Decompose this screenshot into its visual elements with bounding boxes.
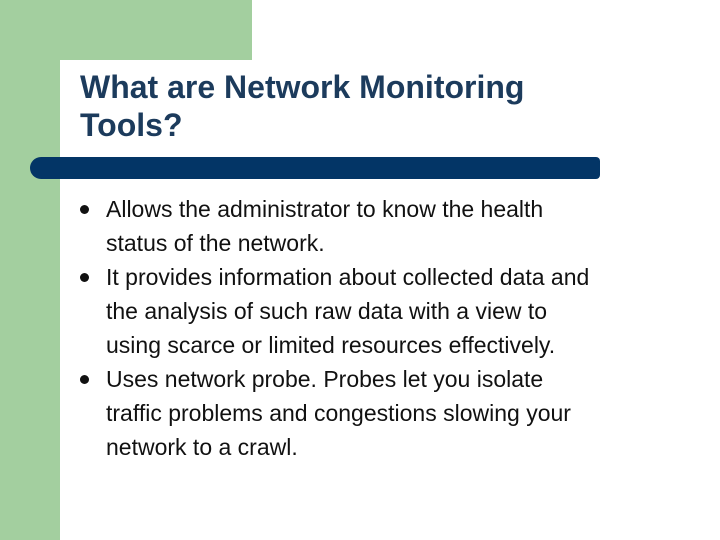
bullet-text: Uses network probe. Probes let you isolate traffic problems and congestions slowing your network to a crawl.	[106, 366, 571, 460]
list-item	[80, 260, 700, 362]
green-side-band	[0, 0, 60, 540]
bullet-list	[80, 192, 700, 464]
bullet-dot-icon	[80, 273, 89, 282]
bullet-text: Allows the administrator to know the health status of the network.	[106, 196, 544, 256]
bullet-dot-icon	[80, 375, 89, 384]
title-underline-bar	[60, 157, 600, 179]
list-item	[80, 192, 700, 260]
list-item	[80, 362, 700, 464]
slide-title: What are Network Monitoring Tools?	[80, 69, 525, 143]
bullet-text: It provides information about collected data and the analysis of such raw data with a view to using scarce or limited resources effectively.	[106, 264, 590, 358]
green-top-band	[0, 0, 252, 60]
bullet-dot-icon	[80, 205, 89, 214]
